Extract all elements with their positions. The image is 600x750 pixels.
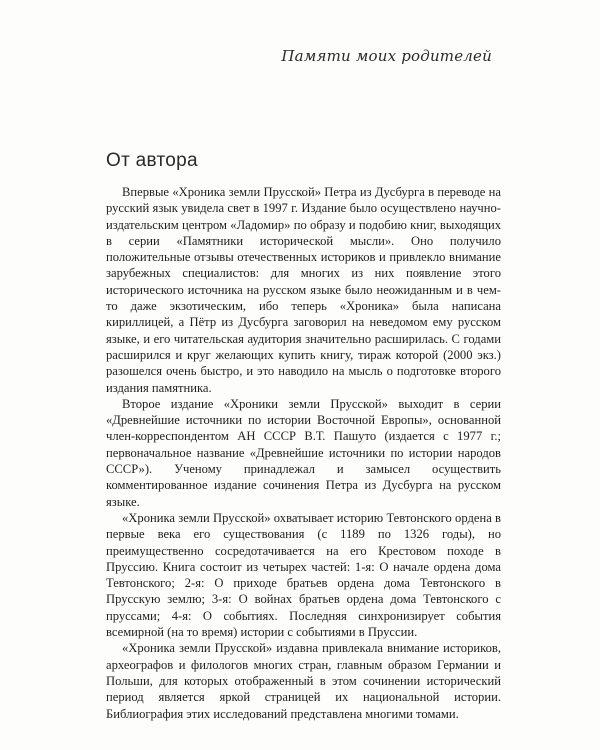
paragraph: «Хроника земли Прусской» издавна привлекала внимание историков, археографов и филологов многих стран, главным образом Германии и Польши, для которых отображенный в этом сочинении исторический период является яркой страницей их национальной истории. Библиография этих исследований представлена многими томами. (106, 641, 501, 721)
section-heading: От автора (106, 150, 198, 171)
paragraph: «Хроника земли Прусской» охватывает историю Тевтонского ордена в первые века его существования (с 1189 по 1326 годы), но преимущественно сосредотачивается на его Крестовом походе в Пруссию. Книга состоит из четырех частей: 1-я: О начале ордена дома Тевтонского; 2-я: О приходе братьев ордена дома Тевтонского в Прусскую землю; 3-я: О войнах братьев ордена дома Тевтонского с пруссами; 4-я: О событиях. Последняя синхронизирует события всемирной (на то время) истории с событиями в Пруссии. (106, 510, 501, 640)
body-text (106, 184, 501, 722)
paragraph: Второе издание «Хроники земли Прусской» выходит в серии «Древнейшие источники по истории Восточной Европы», основанной член-корреспондентом АН СССР В.Т. Пашуто (издается с 1977 г.; первоначальное название «Древнейшие источники по истории народов СССР»). Ученому принадлежал и замысел осуществить комментированное издание сочинения Петра из Дусбурга на русском языке. (106, 396, 501, 509)
dedication: Памяти моих родителей (281, 47, 492, 65)
paragraph: Впервые «Хроника земли Прусской» Петра из Дусбурга в переводе на русский язык увидела свет в 1997 г. Издание было осуществлено научно-издательским центром «Ладомир» по образу и подобию книг, выходящих в серии «Памятники исторической мысли». Оно получило положительные отзывы отечественных историков и привлекло внимание зарубежных специалистов: для многих из них появление этого исторического источника на русском языке было неожиданным и в чем-то даже экзотическим, ибо теперь «Хроника» была написана кириллицей, а Пётр из Дусбурга заговорил на неведомом ему русском языке, и его читательская аудитория значительно расширилась. С годами расширился и круг желающих купить книгу, тираж которой (2000 экз.) разошелся очень быстро, и это наводило на мысль о подготовке второго издания памятника. (106, 185, 501, 395)
